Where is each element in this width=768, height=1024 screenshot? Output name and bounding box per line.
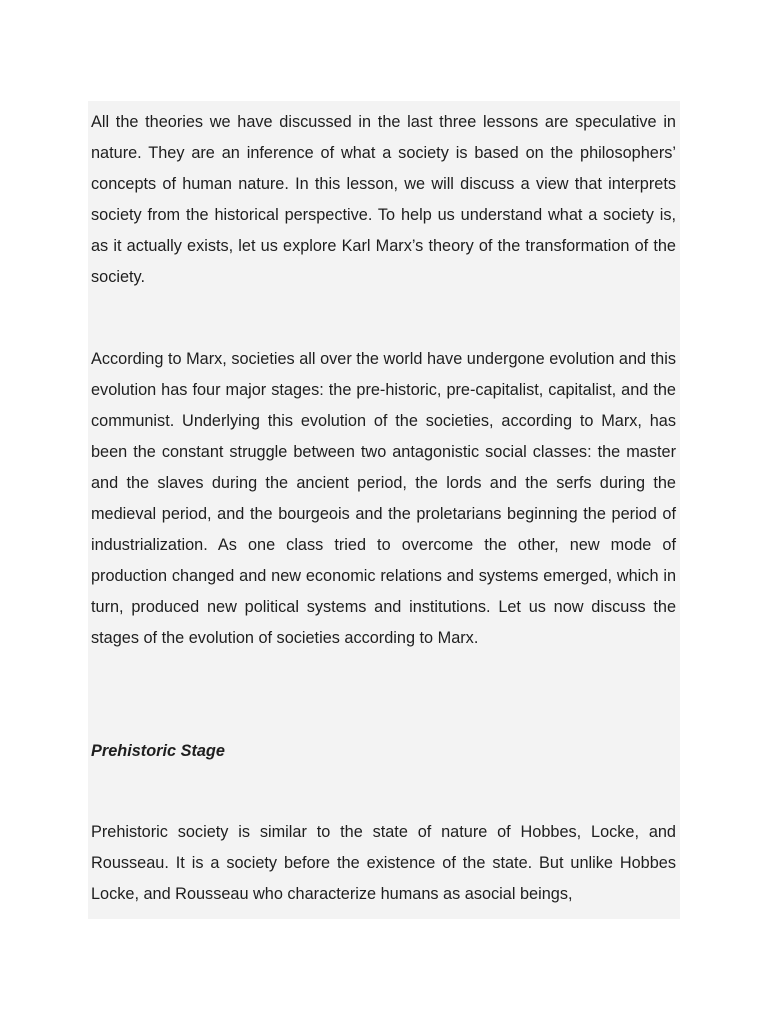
body-paragraph: Prehistoric society is similar to the state of nature of Hobbes, Locke, and Rousseau. It is a society before the existence of the state. But unlike Hobbes Locke, and Rousseau who characterize humans as asocial beings, [91, 823, 676, 903]
body-paragraph: According to Marx, societies all over the world have undergone evolution and this evolution has four major stages: the pre-historic, pre-capitalist, capitalist, and the communist. Underlying this evolution of the societies, according to Marx, has been the constant struggle between two antagonistic social classes: the master and the slaves during the ancient period, the lords and the serfs during the medieval period, and the bourgeois and the proletarians beginning the period of industrialization. As one class tried to overcome the other, new mode of production changed and new economic relations and systems emerged, which in turn, produced new political systems and institutions. Let us now discuss the stages of the evolution of societies according to Marx. [91, 350, 676, 647]
body-paragraph: All the theories we have discussed in the last three lessons are speculative in nature. They are an inference of what a society is based on the philosophers’ concepts of human nature. In this lesson, we will discuss a view that interprets society from the historical perspective. To help us understand what a society is, as it actually exists, let us explore Karl Marx’s theory of the transformation of the society. [91, 113, 676, 286]
section-heading: Prehistoric Stage [91, 742, 225, 760]
